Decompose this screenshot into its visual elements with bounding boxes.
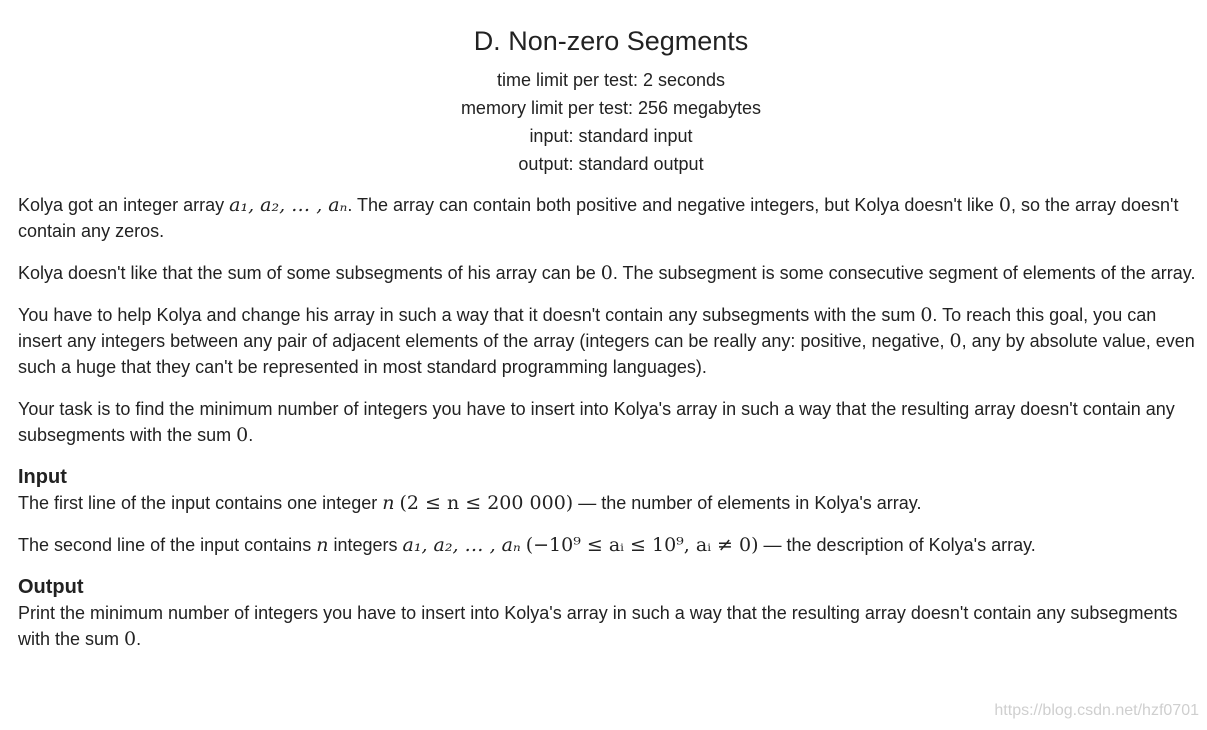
memory-limit: memory limit per test: 256 megabytes [460,98,762,118]
output-paragraph-1 [18,600,1204,652]
math-zero: 0 [920,304,933,326]
text: Your task is to find the minimum number of integers you have to insert into Kolya's array in such a way that the resulting array doesn't contain any subsegments with the sum [18,399,1175,445]
input-section-title: Input [18,466,67,488]
math-n: n [316,534,329,556]
text: integers [328,535,403,555]
math-zero: 0 [236,424,249,446]
input-paragraph-2 [18,532,1204,558]
text: . [136,629,142,649]
statement-paragraph-1 [18,192,1204,244]
input-paragraph-1 [18,490,1204,516]
text: — the number of elements in Kolya's array. [573,493,922,513]
text: You have to help Kolya and change his array in such a way that it doesn't contain any subsegments with the sum [18,305,921,325]
text: The second line of the input contains [18,535,317,555]
text: Kolya got an integer array [18,195,230,215]
time-limit: time limit per test: 2 seconds [496,70,726,90]
text: . [248,425,254,445]
math-n: n [382,492,395,514]
output-spec: output: standard output [518,154,704,174]
statement-paragraph-3 [18,302,1204,380]
watermark: https://blog.csdn.net/hzf0701 [994,702,1199,719]
statement-paragraph-2 [18,260,1204,286]
text: . The subsegment is some consecutive segment of elements of the array. [612,263,1196,283]
problem-header [18,22,1204,178]
text: Kolya doesn't like that the sum of some subsegments of his array can be [18,263,601,283]
math-array: a₁, a₂, … , aₙ [229,194,348,216]
text: . To reach this goal, you can insert any integers between any pair of adjacent elements of the array (integers can be really any: positive, negative, [18,305,1157,351]
text: , so the array doesn't contain any zeros. [18,195,1179,241]
text: — the description of Kolya's array. [758,535,1036,555]
math-zero: 0 [600,262,613,284]
math-ai-range: (−10⁹ ≤ aᵢ ≤ 10⁹, aᵢ ≠ 0) [525,534,759,556]
math-zero: 0 [124,628,137,650]
output-section-title: Output [18,576,84,598]
text: The first line of the input contains one integer [18,493,383,513]
statement-paragraph-4 [18,396,1204,448]
text: Print the minimum number of integers you have to insert into Kolya's array in such a way that the resulting array doesn't contain any subsegments with the sum [18,603,1178,649]
problem-title: D. Non-zero Segments [473,26,749,56]
text: . The array can contain both positive and negative integers, but Kolya doesn't like [347,195,999,215]
math-zero: 0 [949,330,962,352]
problem-statement [18,22,1204,668]
math-array: a₁, a₂, … , aₙ [402,534,521,556]
text: , any by absolute value, even such a huge that they can't be represented in most standard programming languages). [18,331,1195,377]
input-spec: input: standard input [529,126,693,146]
math-n-range: (2 ≤ n ≤ 200 000) [399,492,574,514]
math-zero: 0 [998,194,1011,216]
